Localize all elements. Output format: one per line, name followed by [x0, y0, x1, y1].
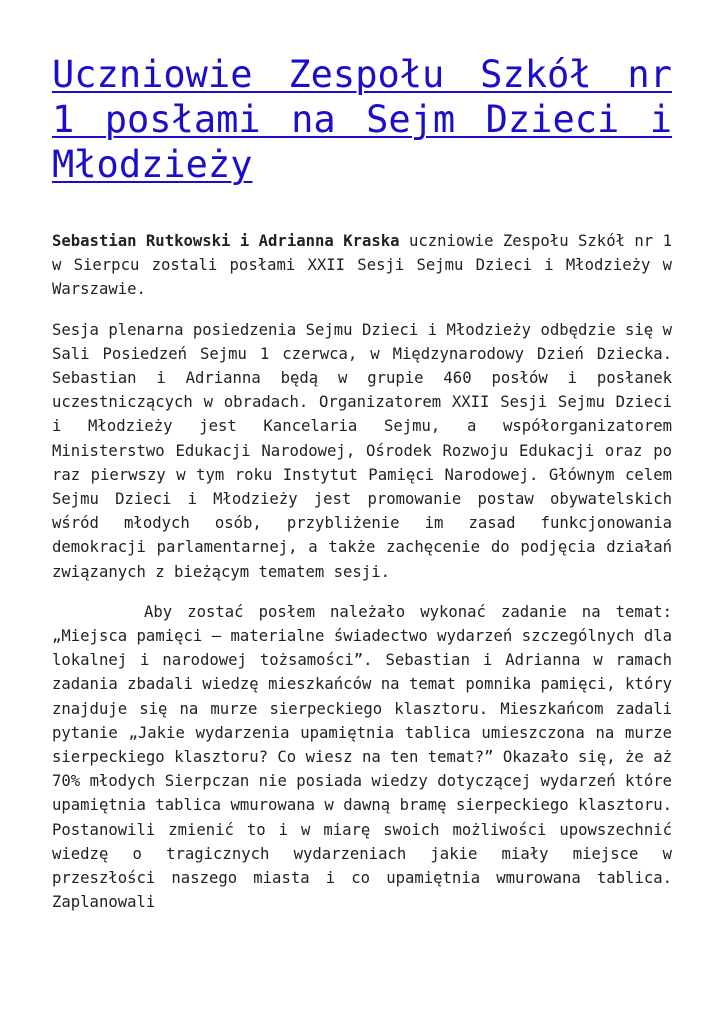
lead-names: Sebastian Rutkowski i Adrianna Kraska	[52, 232, 400, 250]
paragraph-3-text: Aby zostać posłem należało wykonać zadanie na temat: „Miejsca pamięci – materialne świadectwo wydarzeń szczególnych dla lokalnej i narodowej tożsamości”. Sebastian i Adrianna w ramach zadania zbadali wiedzę mieszkańców na temat pomnika pamięci, który znajduje się na murze sierpeckiego klasztoru. Mieszkańcom zadali pytanie „Jakie wydarzenia upamiętnia tablica umieszczona na murze sierpeckiego klasztoru? Co wiesz na ten temat?” Okazało się, że aż 70% młodych Sierpczan nie posiada wiedzy dotyczącej wydarzeń które upamiętnia tablica wmurowana w dawną bramę sierpeckiego klasztoru. Postanowili zmienić to i w miarę swoich możliwości upowszechnić wiedzę o tragicznych wydarzeniach jakie miały miejsce w przeszłości naszego miasta i co upamiętnia wmurowana tablica. Zaplanowali	[52, 602, 672, 912]
document-page	[52, 52, 672, 930]
article-title	[52, 52, 672, 187]
lead-text: uczniowie Zespołu Szkół nr 1 w Sierpcu zostali posłami XXII Sesji Sejmu Dzieci i Młodzieży w Warszawie.	[52, 232, 672, 299]
paragraph-2: Sesja plenarna posiedzenia Sejmu Dzieci i Młodzieży odbędzie się w Sali Posiedzeń Sejmu 1 czerwca, w Międzynarodowy Dzień Dziecka. Sebastian i Adrianna będą w grupie 460 posłów i posłanek uczestniczących w obradach. Organizatorem XXII Sesji Sejmu Dzieci i Młodzieży jest Kancelaria Sejmu, a współorganizatorem Ministerstwo Edukacji Narodowej, Ośrodek Rozwoju Edukacji oraz po raz pierwszy w tym roku Instytut Pamięci Narodowej. Głównym celem Sejmu Dzieci i Młodzieży jest promowanie postaw obywatelskich wśród młodych osób, przybliżenie im zasad funkcjonowania demokracji parlamentarnej, a także zachęcenie do podjęcia działań związanych z bieżącym tematem sesji.	[52, 320, 672, 581]
article-title-link[interactable]: Uczniowie Zespołu Szkół nr 1 posłami na Sejm Dzieci i Młodzieży	[52, 53, 672, 186]
article-body	[52, 229, 672, 914]
paragraph-3	[52, 600, 672, 915]
lead-paragraph	[52, 229, 672, 302]
